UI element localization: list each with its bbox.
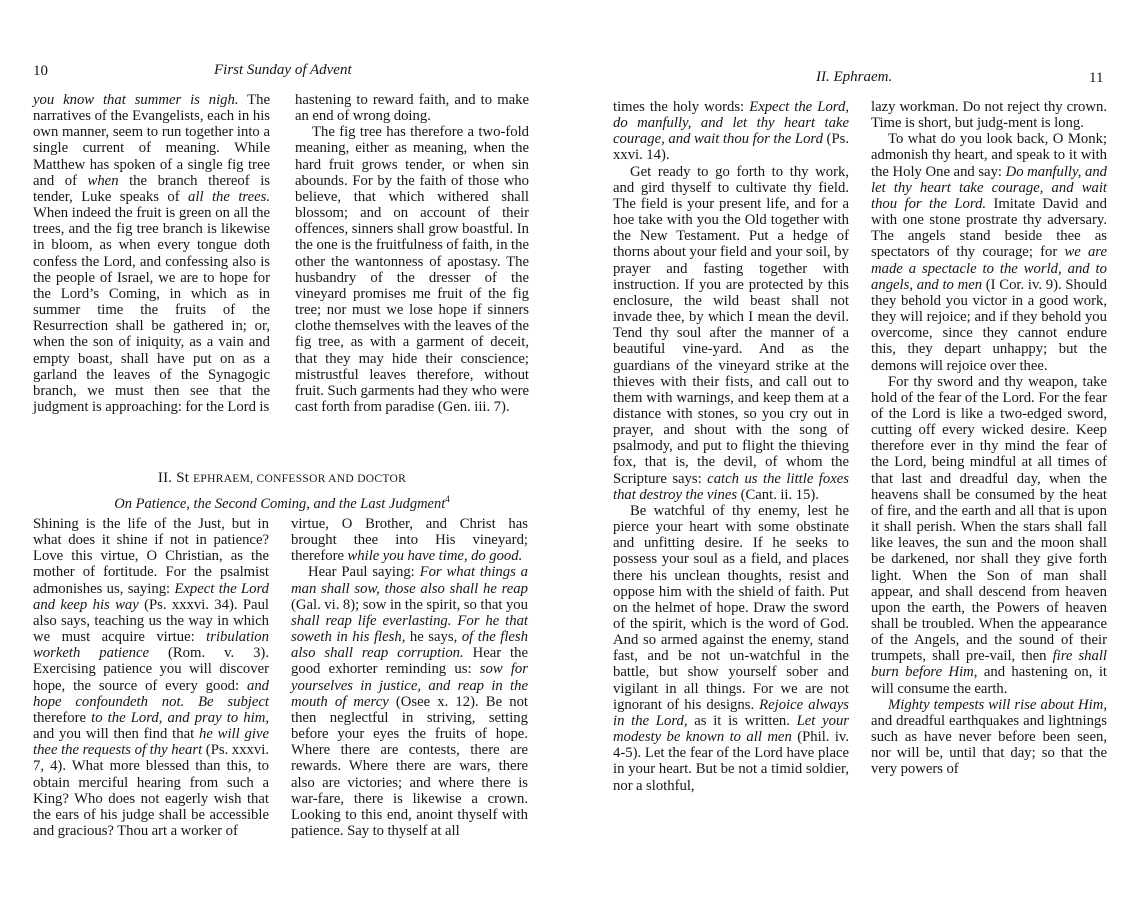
text-run: Shining is the life of the Just, but in what does it shine if not in patience? Love this virtue, O Christian, as the mother of fortitude. For the psalmist admonishes us, saying: — [33, 516, 269, 597]
text-run: (Osee x. 12). Be not then neglectful in striving, setting before your eyes the fruits of hope. Where there are contests, there are rewards. Where there are wars, there also are victories; and where there is war-fare, there is likewise a crown. Looking to this end, anoint thyself with patience. Say to thyself at all — [291, 693, 529, 839]
text-run: (Phil. iv. 4-5). Let the fear of the Lord have place in your heart. But be not a timid soldier, nor a slothful, — [613, 729, 849, 794]
left-column-3 — [33, 516, 269, 839]
footnote-marker: 4 — [445, 494, 450, 504]
paragraph — [613, 503, 849, 794]
paragraph — [871, 99, 1107, 131]
text-run: Be watchful of thy enemy, lest he pierce your heart with some obstinate and unfitting desire. If he seeks to possess your soul as a field, and places there his unclean thoughts, resist and oppose him with the shield of faith. Put on the helmet of hope. Draw the sword of the spirit, which is the word of God. And so armed against the enemy, stand fast, and be not un-watchful in the battle, but show yourself sober and vigilant in all things. For we are not ignorant of his designs. — [613, 502, 849, 713]
text-run: To what do you look back, O Monk; admonish thy heart, and speak to it with the Holy One and say: — [871, 131, 1107, 180]
section-subtitle — [32, 491, 532, 513]
section-subtitle-text: On Patience, the Second Coming, and the Last Judgment — [114, 495, 446, 512]
text-run: as it is written. — [687, 712, 797, 729]
italic-text: and hope confoundeth not. Be subject — [33, 677, 269, 710]
right-column-1 — [613, 99, 849, 794]
text-run: the branch thereof is tender, Luke speaks of — [33, 172, 270, 205]
italic-text: all the trees. — [188, 188, 270, 205]
text-run: and dreadful earthquakes and lightnings such as have never before been seen, nor will be, until that day; so that the very powers of — [871, 712, 1107, 778]
italic-text: sow for yourselves in justice, and reap in the mouth of mercy — [291, 661, 528, 710]
paragraph — [613, 164, 849, 503]
left-column-1 — [33, 92, 270, 415]
italic-text: shall reap life everlasting. For he that soweth in his flesh, — [291, 612, 528, 646]
left-column-4 — [291, 516, 528, 839]
paragraph — [871, 374, 1107, 697]
italic-text: we are made a spectacle to the world, and to angels, and to men — [871, 244, 1107, 293]
italic-text: Expect the Lord, do manfully, and let thy heart take courage, and wait thou for the Lord — [613, 99, 849, 148]
italic-text: you know that summer is nigh. — [33, 92, 239, 108]
text-run: (Rom. v. 3). Exercising patience you will discover hope, the source of every good: — [33, 645, 269, 694]
italic-text: to the Lord, and pray to him, — [91, 709, 269, 726]
right-page-number: 11 — [1089, 70, 1104, 86]
section-title-st: St — [176, 470, 190, 486]
text-run: virtue, O Brother, and Christ has brought thee into His vineyard; therefore — [291, 516, 528, 565]
text-run: Imitate David and with one stone prostrate thy adversary. The angels stand beside thee as spectators of thy courage; for — [871, 195, 1107, 261]
paragraph — [871, 697, 1107, 778]
italic-text: while you have time, do good. — [347, 548, 523, 565]
italic-text: For what things a man shall sow, those also shall he reap — [291, 564, 528, 597]
text-run: he says, — [405, 629, 462, 646]
paragraph — [33, 92, 270, 415]
right-page — [566, 0, 1132, 909]
left-column-2 — [295, 92, 529, 415]
italic-text: he will give thee the requests of thy heart — [33, 726, 270, 759]
left-page-number: 10 — [33, 63, 48, 79]
paragraph — [33, 516, 269, 839]
section-title — [32, 470, 532, 488]
italic-text: Expect the Lord and keep his way — [33, 580, 269, 613]
italic-text: catch us the little foxes that destroy the vines — [613, 470, 849, 503]
paragraph — [295, 92, 529, 124]
paragraph — [613, 99, 849, 164]
text-run: and hastening on, it will consume the earth. — [871, 664, 1107, 697]
text-run: (I Cor. iv. 9). Should they behold you victor in a good work, they will rejoice; and if they behold you overcome, since they cannot endure this, they depart unhappy; but the demons will rejoice over thee. — [871, 276, 1107, 374]
section-number: II. — [157, 470, 173, 486]
italic-text: Rejoice always in the Lord, — [613, 696, 849, 729]
text-run: therefore — [33, 709, 92, 726]
section-title-name: EPHRAEM, CONFESSOR AND DOCTOR — [193, 473, 407, 485]
paragraph — [871, 131, 1107, 373]
paragraph — [291, 516, 528, 564]
italic-text: Let your modesty be known to all men — [613, 712, 850, 746]
text-run: times the holy words: — [613, 99, 750, 115]
text-run: hastening to reward faith, and to make an end of wrong doing. — [295, 92, 529, 125]
right-column-2 — [871, 99, 1107, 778]
italic-text: Mighty tempests will rise about Him, — [888, 696, 1107, 713]
italic-text: Do manfully, and let thy heart take courage, and wait thou for the Lord. — [871, 163, 1108, 212]
text-run: (Cant. ii. 15). — [737, 486, 819, 503]
text-run: and you will then find that — [33, 726, 199, 743]
text-run: Hear Paul saying: — [308, 564, 420, 581]
italic-text: of the flesh also shall reap corruption. — [291, 629, 528, 662]
text-run: Hear the good exhorter reminding us: — [291, 645, 528, 678]
italic-text: tribulation worketh patience — [33, 629, 269, 662]
italic-text: when — [87, 172, 119, 189]
text-run: (Gal. vi. 8); sow in the spirit, so that you — [291, 596, 528, 613]
text-run: lazy workman. Do not reject thy crown. Time is short, but judg-ment is long. — [871, 99, 1107, 132]
text-run: (Ps. xxxvi. 7, 4). What more blessed than this, to obtain merciful hearing from such a King? Who does not eagerly wish that the ears of his judge shall be accessible and gracious? Thou art a worker of — [33, 742, 269, 839]
text-run: (Ps. xxxvi. 34). Paul also says, teaching us the way in which we must acquire virtue: — [33, 596, 269, 646]
paragraph — [291, 564, 528, 839]
paragraph — [295, 124, 529, 415]
right-running-title: II. Ephraem. — [816, 69, 893, 85]
text-run: (Ps. xxvi. 14). — [613, 131, 849, 164]
left-running-title: First Sunday of Advent — [214, 62, 352, 78]
text-run: When indeed the fruit is green on all the trees, and the fig tree branch is likewise in bloom, as when every tongue doth confess the Lord, and confessing also is the people of Israel, we are to hope for the Lord’s Coming, in which as in summer time the fruits of the Resurrection shall be gathered in; or, when the son of iniquity, as a vain and empty boast, shall have put on as a garland the leaves of the Synagogic branch, we must then see that the judgment is approaching: for the Lord is — [33, 205, 270, 415]
left-page — [0, 0, 560, 909]
text-run: For thy sword and thy weapon, take hold of the fear of the Lord. For the fear of the Lord is like a two-edged sword, cutting off every wicked desire. Keep therefore ever in thy mind the fear of the Lord, being mindful at all times of that last and dreadful day, when the heavens shall be consumed by the heat of fire, and the earth and all that is upon it shall perish. When the stars shall fall like leaves, the sun and the moon shall be darkened, nor shall they give forth light. When the Son of man shall appear, and shall descend from heaven upon the earth, the Powers of heaven shall be troubled. When the appearance of the Angels, and the sound of their trumpets, shall pre-vail, then — [871, 373, 1107, 665]
text-run: The narratives of the Evangelists, each in his own manner, seem to run together into a single current of meaning. While Matthew has spoken of a single fig tree and of — [33, 92, 270, 189]
italic-text: fire shall burn before Him, — [871, 648, 1108, 681]
text-run: The fig tree has therefore a two-fold meaning, either as meaning, when the hard fruit grows tender, or when sin abounds. For by the faith of those who believe, that which withered shall blossom; and on account of their offences, sinners shall grow boastful. In the one is the fruitfulness of faith, in the other the wantonness of apostasy. The husbandry of the dresser of the vineyard promises me fruit of the fig tree; nor must we lose hope if sinners clothe themselves with the leaves of the fig tree, as with a garment of deceit, that they may hide their conscience; mistrustful leaves therefore, without fruit. Such garments had they who were cast forth from paradise (Gen. iii. 7). — [295, 124, 529, 415]
text-run: Get ready to go forth to thy work, and gird thyself to cultivate thy field. The field is your present life, and for a hoe take with you the Old together with the New Testament. Put a hedge of thorns about your field and your soil, by prayer and fasting together with instruction. If you are protected by this enclosure, the wild beast shall not invade thee, by which I mean the devil. Tend thy soul after the manner of a beautiful vine-yard. And as the guardians of the vineyard strike at the thieves with their fists, and call out to them with warnings, and keep them at a distance with stones, so you cry out in prayer, and shout with the song of psalmody, and put to flight the thieving fox, that is, the devil, of whom the Scripture says: — [613, 163, 849, 487]
